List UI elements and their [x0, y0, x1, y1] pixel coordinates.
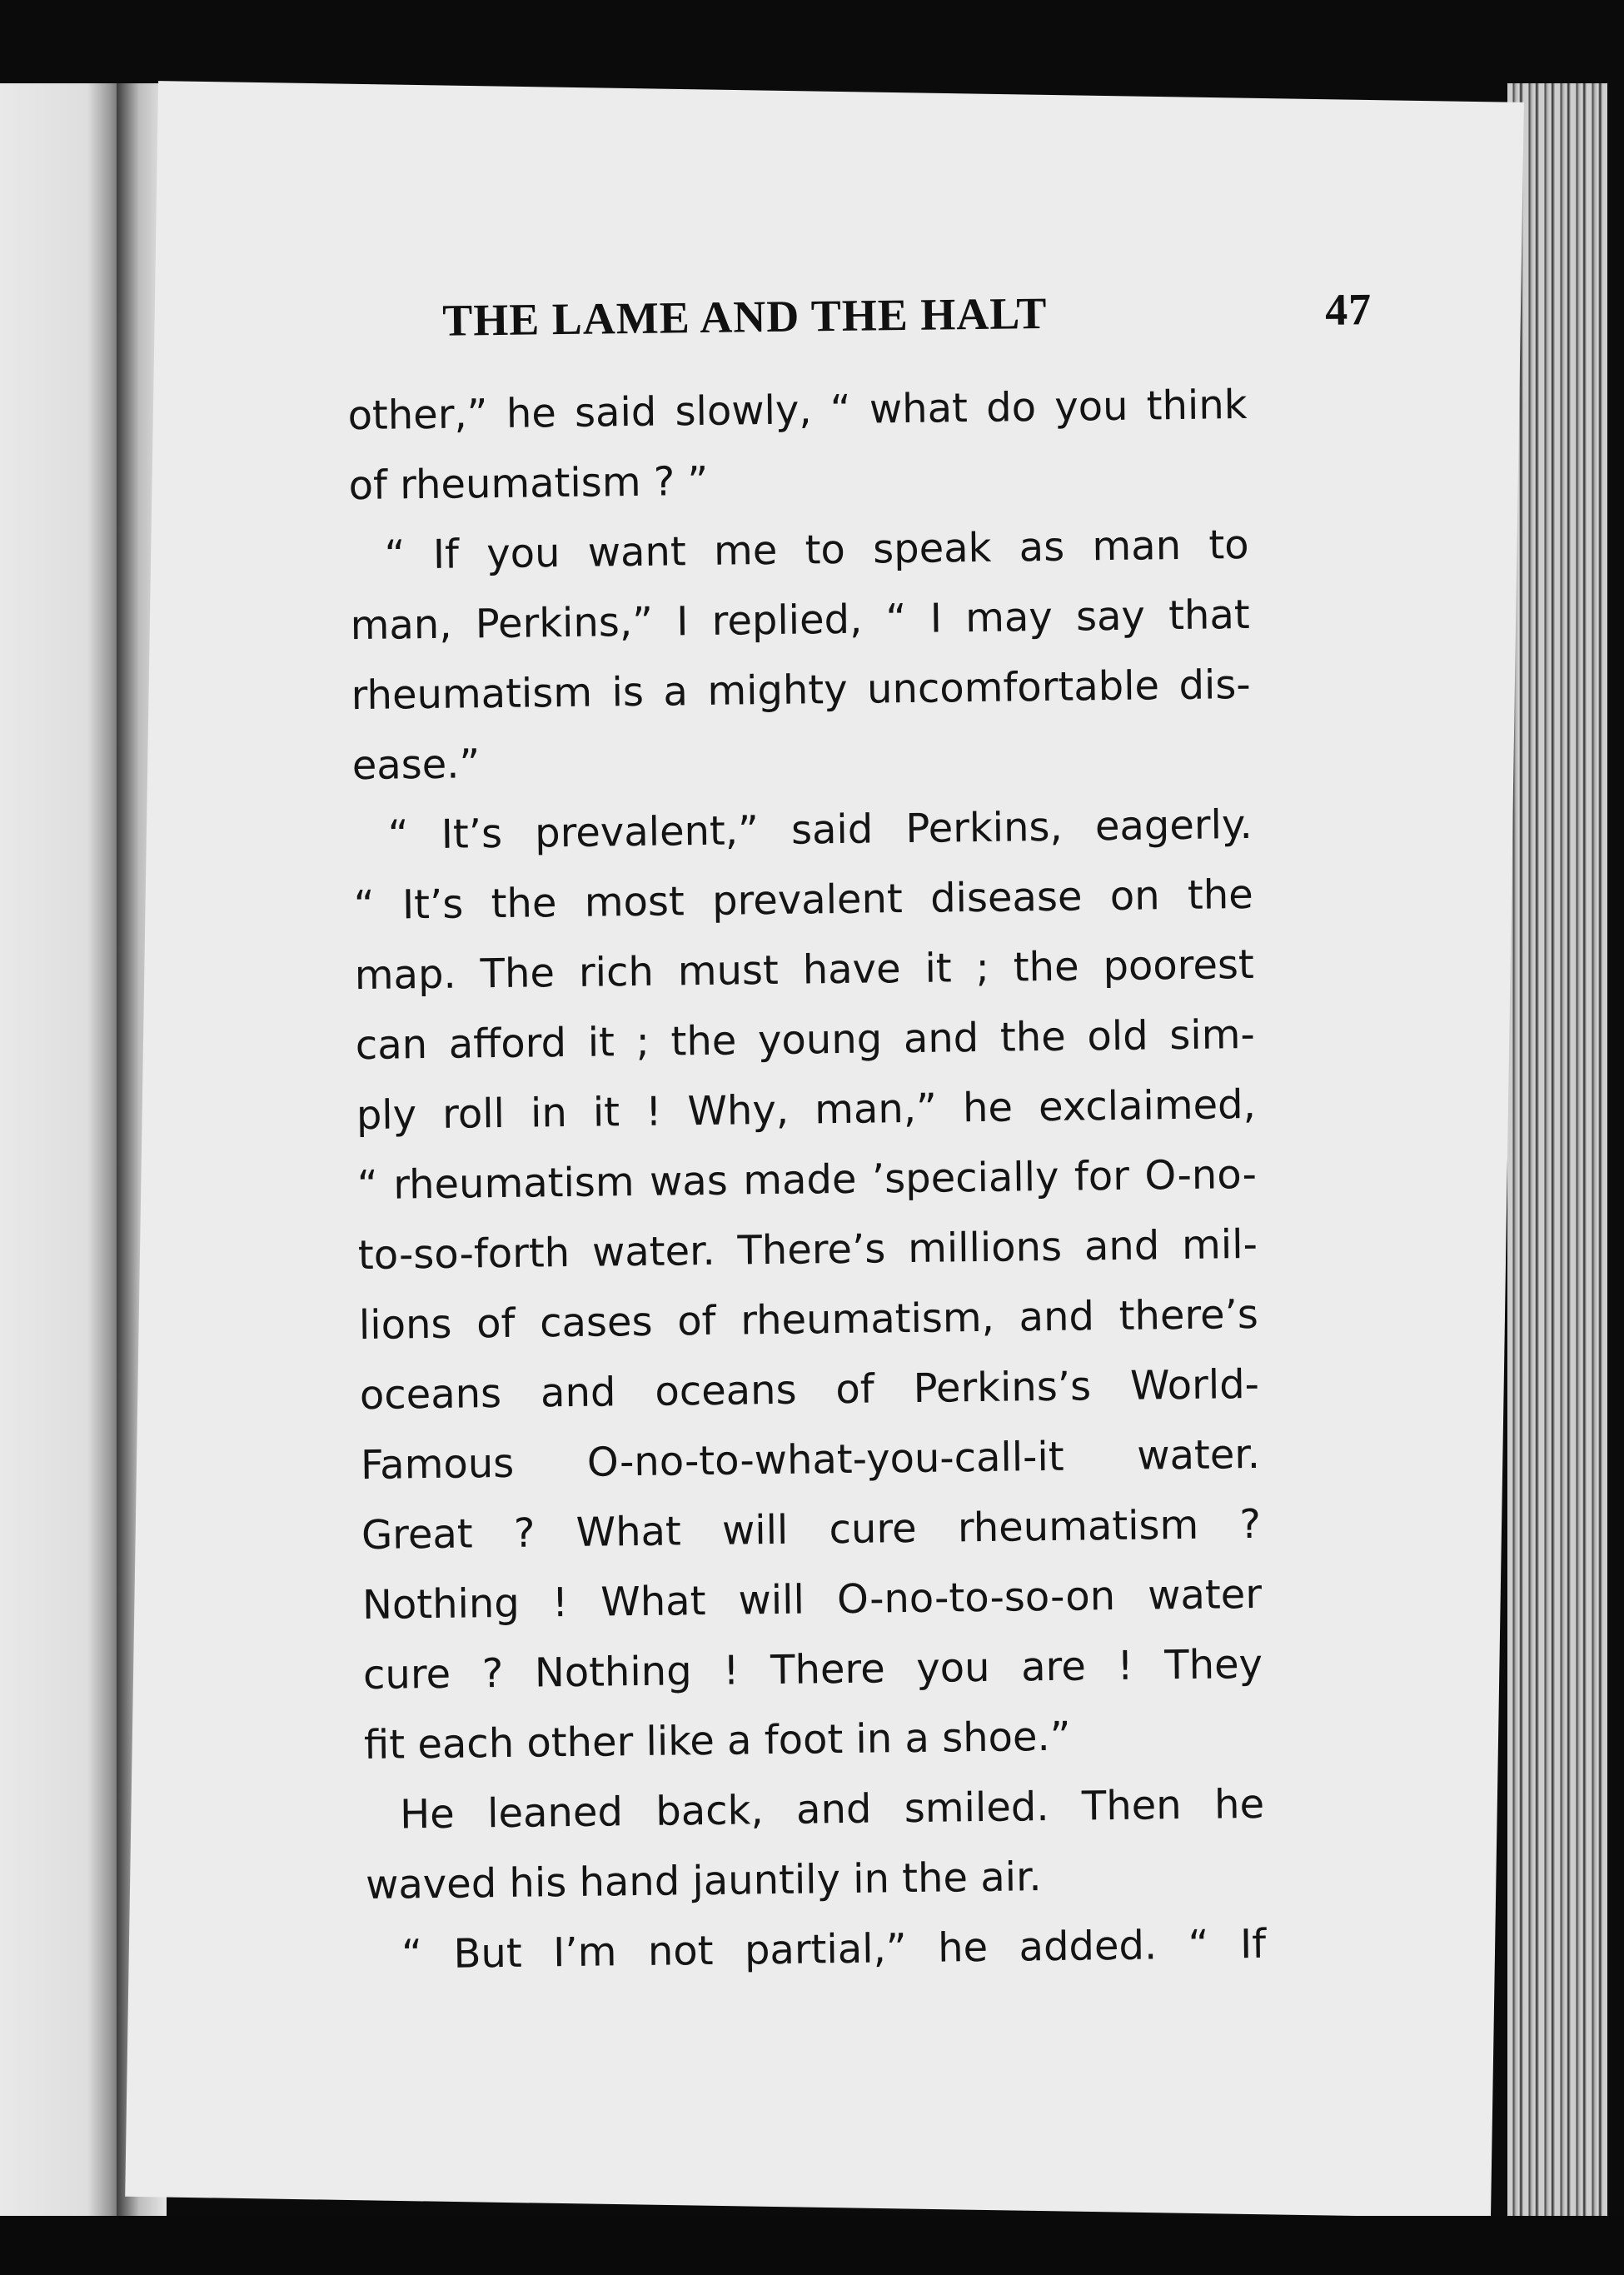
text-line: ease.” — [351, 741, 481, 790]
text-line: Great ? What will cure rheumatism ? — [361, 1500, 1262, 1559]
body-text — [347, 370, 1267, 1990]
text-line: waved his hand jauntily in the air. — [365, 1853, 1042, 1909]
text-line: oceans and oceans of Perkins’s World- — [359, 1360, 1260, 1419]
text-line: “ If you want me to speak as man to — [384, 521, 1249, 579]
text-line: fit each other like a foot in a shoe.” — [363, 1713, 1071, 1769]
text-line: other,” he said slowly, “ what do you think — [347, 381, 1248, 440]
text-line: map. The rich must have it ; the poorest — [354, 940, 1255, 1000]
text-line: “ It’s the most prevalent disease on the — [353, 871, 1254, 930]
page-number: 47 — [1324, 284, 1372, 335]
text-line: ply roll in it ! Why, man,” he exclaimed, — [356, 1080, 1257, 1140]
page-text-block — [152, 83, 1544, 2216]
text-line: to-so-forth water. There’s millions and mil- — [357, 1220, 1258, 1280]
text-line: “ But I’m not partial,” he added. “ If — [401, 1920, 1267, 1978]
text-line: man, Perkins,” I replied, “ I may say that — [350, 591, 1250, 650]
text-line: cure ? Nothing ! There you are ! They — [362, 1640, 1263, 1699]
text-line: rheumatism is a mighty uncomfortable dis- — [351, 661, 1251, 720]
text-line: of rheumatism ? ” — [348, 457, 709, 510]
previous-page-edge — [0, 83, 125, 2216]
scan-bottom-border — [0, 2216, 1624, 2275]
running-title: THE LAME AND THE HALT — [441, 287, 1048, 346]
text-line: can afford it ; the young and the old sim- — [355, 1010, 1256, 1070]
text-line: “ rheumatism was made ’specially for O-no- — [356, 1150, 1258, 1210]
text-line: He leaned back, and smiled. Then he — [399, 1780, 1265, 1838]
text-line: “ It’s prevalent,” said Perkins, eagerly. — [387, 801, 1253, 859]
text-line: Nothing ! What will O-no-to-so-on water — [361, 1570, 1263, 1629]
book-page — [125, 81, 1524, 2218]
text-line: lions of cases of rheumatism, and there’s — [358, 1290, 1259, 1350]
text-line: Famous O-no-to-what-you-call-it water. — [360, 1430, 1261, 1489]
running-header — [441, 283, 1372, 346]
